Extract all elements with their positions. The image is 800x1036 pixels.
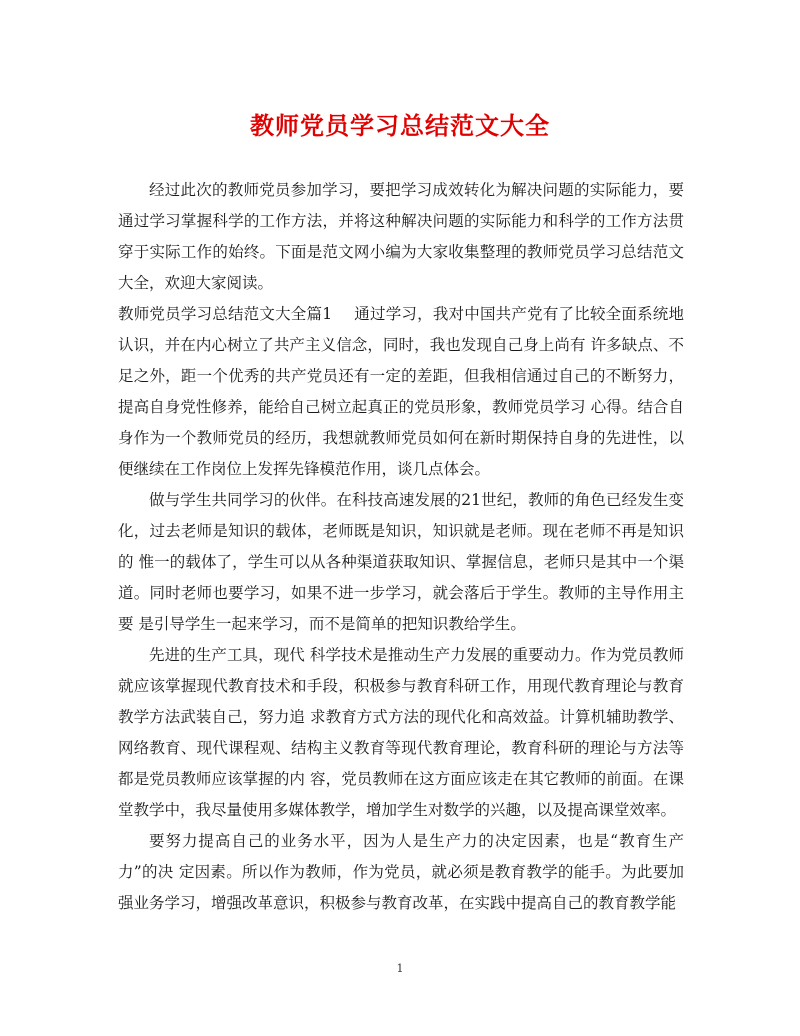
body-paragraph: 要努力提高自己的业务水平，因为人是生产力的决定因素，也是“教育生产力”的决 定因素。所以作为教师，作为党员，就必须是教育教学的能手。为此要加强业务学习，增强改革意识，积极参与教育改革，在实践中提高自己的教育教学能 <box>118 832 684 912</box>
section-first-text: 通过学习，我对中国共产党有了比较全面系统地认识，并在内心树立了共产主义信念，同时，我也发现自己身上尚有 许多缺点、不足之外，距一个优秀的共产党员还有一定的差距，但我相信通过自己的不断努力，提高自身党性修养，能给自己树立起真正的党员形象，教师党员学习 心得。结合自身作为一个教师党员的经历，我想就教师党员如何在新时期保持自身的先进性，以便继续在工作岗位上发挥先锋模范作用，谈几点体会。 <box>118 305 684 478</box>
section-heading: 教师党员学习总结范文大全篇1 <box>118 305 333 323</box>
intro-paragraph: 经过此次的教师党员参加学习，要把学习成效转化为解决问题的实际能力，要通过学习掌握科学的工作方法，并将这种解决问题的实际能力和科学的工作方法贯穿于实际工作的始终。下面是范文网小编为大家收集整理的教师党员学习总结范文大全，欢迎大家阅读。 <box>118 181 684 292</box>
document-body <box>118 175 684 919</box>
section-paragraph-1 <box>118 299 684 485</box>
body-paragraph: 先进的生产工具，现代 科学技术是推动生产力发展的重要动力。作为党员教师就应该掌握现代教育技术和手段，积极参与教育科研工作，用现代教育理论与教育教学方法武装自己，努力追 求教育方式方法的现代化和高效益。计算机辅助教学、网络教育、现代课程观、结构主义教育等现代教育理论，教育科研的理论与方法等都是党员教师应该掌握的内 容，党员教师在这方面应该走在其它教师的前面。在课堂教学中，我尽量使用多媒体教学，增加学生对数学的兴趣，以及提高课堂效率。 <box>118 646 684 819</box>
document-title: 教师党员学习总结范文大全 <box>250 111 550 140</box>
page-number: 1 <box>396 962 404 975</box>
body-paragraph: 做与学生共同学习的伙伴。在科技高速发展的21世纪，教师的角色已经发生变化，过去老师是知识的载体，老师既是知识，知识就是老师。现在老师不再是知识的 惟一的载体了，学生可以从各种渠道获取知识、掌握信息，老师只是其中一个渠道。同时老师也要学习，如果不进一步学习，就会落后于学生。教师的主导作用主要 是引导学生一起来学习，而不是简单的把知识教给学生。 <box>118 491 684 633</box>
